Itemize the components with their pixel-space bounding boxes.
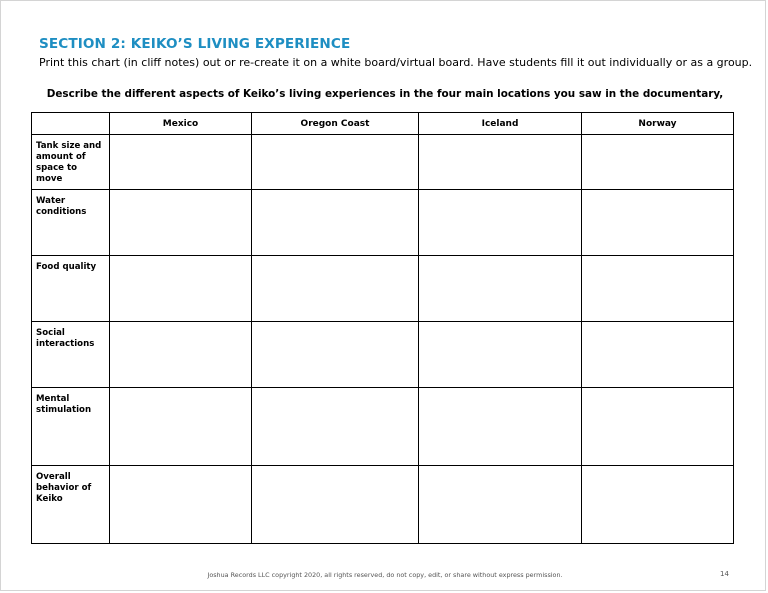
answer-cell (582, 388, 734, 466)
answer-cell (582, 322, 734, 388)
answer-cell (582, 190, 734, 256)
answer-cell (419, 322, 582, 388)
answer-cell (419, 256, 582, 322)
answer-cell (582, 466, 734, 544)
living-experience-table (31, 112, 734, 544)
column-header-iceland: Iceland (419, 113, 582, 135)
answer-cell (110, 256, 252, 322)
answer-cell (252, 190, 419, 256)
row-label-tank-size: Tank size and amount of space to move (32, 135, 110, 190)
copyright-footer: Joshua Records LLC copyright 2020, all rights reserved, do not copy, edit, or share without express permission. (207, 571, 563, 579)
answer-cell (110, 135, 252, 190)
answer-cell (252, 256, 419, 322)
answer-cell (582, 256, 734, 322)
answer-cell (110, 190, 252, 256)
table-row (32, 135, 734, 190)
answer-cell (582, 135, 734, 190)
instructions-text: Print this chart (in cliff notes) out or re-create it on a white board/virtual board. Have students fill it out individually or as a group. (39, 56, 753, 69)
table-header-row (32, 113, 734, 135)
answer-cell (252, 388, 419, 466)
page-number: 14 (720, 570, 729, 578)
answer-cell (252, 466, 419, 544)
row-label-overall-behavior: Overall behavior of Keiko (32, 466, 110, 544)
answer-cell (110, 388, 252, 466)
section-title: SECTION 2: KEIKO’S LIVING EXPERIENCE (39, 36, 351, 52)
table-row (32, 322, 734, 388)
answer-cell (419, 190, 582, 256)
answer-cell (252, 135, 419, 190)
answer-cell (110, 322, 252, 388)
column-header-blank (32, 113, 110, 135)
answer-cell (252, 322, 419, 388)
table-row (32, 388, 734, 466)
table-row (32, 256, 734, 322)
column-header-mexico: Mexico (110, 113, 252, 135)
column-header-norway: Norway (582, 113, 734, 135)
answer-cell (110, 466, 252, 544)
row-label-mental-stimulation: Mental stimulation (32, 388, 110, 466)
answer-cell (419, 135, 582, 190)
table-row (32, 190, 734, 256)
row-label-food-quality: Food quality (32, 256, 110, 322)
table-prompt: Describe the different aspects of Keiko’s living experiences in the four main locations you saw in the documentary, (46, 88, 724, 100)
row-label-water-conditions: Water conditions (32, 190, 110, 256)
table-row (32, 466, 734, 544)
answer-cell (419, 466, 582, 544)
answer-cell (419, 388, 582, 466)
column-header-oregon-coast: Oregon Coast (252, 113, 419, 135)
row-label-social-interactions: Social interactions (32, 322, 110, 388)
